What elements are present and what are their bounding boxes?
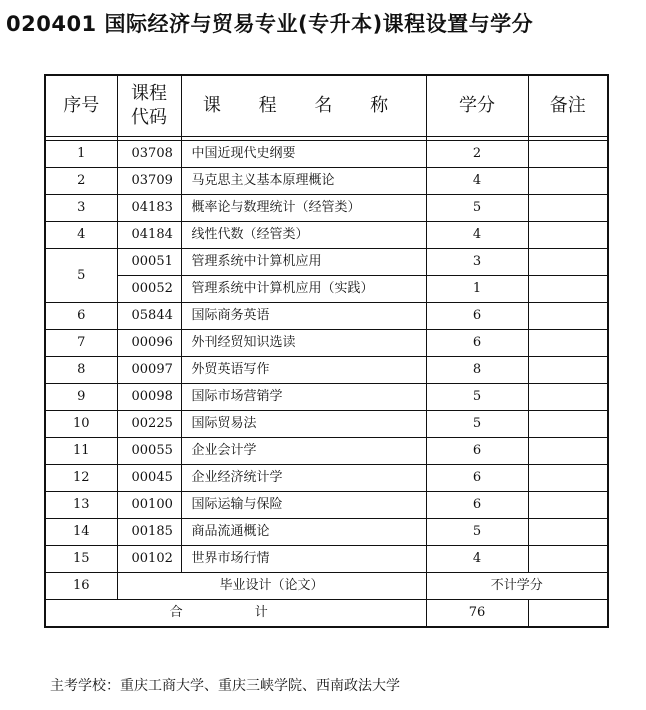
row-course-name: 国际市场营销学 — [181, 384, 426, 411]
row-index: 13 — [45, 492, 117, 519]
row-remarks — [528, 411, 608, 438]
row-index: 7 — [45, 330, 117, 357]
row-remarks — [528, 330, 608, 357]
row-code: 00225 — [117, 411, 181, 438]
exam-schools-note: 主考学校：重庆工商大学、重庆三峡学院、西南政法大学 — [50, 678, 400, 694]
row-code: 04184 — [117, 222, 181, 249]
header-remarks: 备注 — [528, 75, 608, 137]
total-credits: 76 — [426, 600, 528, 628]
row-code: 00100 — [117, 492, 181, 519]
row-index: 6 — [45, 303, 117, 330]
row-credits: 5 — [426, 195, 528, 222]
table-row — [45, 222, 608, 249]
row-code: 03709 — [117, 168, 181, 195]
row-code: 00051 — [117, 249, 181, 276]
row-credits: 6 — [426, 330, 528, 357]
header-code — [117, 75, 181, 137]
table-row — [45, 141, 608, 168]
header-credits: 学分 — [426, 75, 528, 137]
row-remarks — [528, 141, 608, 168]
table-row — [45, 168, 608, 195]
row-code: 00096 — [117, 330, 181, 357]
row-code: 03708 — [117, 141, 181, 168]
row-remarks — [528, 465, 608, 492]
row-credits: 4 — [426, 168, 528, 195]
row-course-name: 企业会计学 — [181, 438, 426, 465]
row-credits: 6 — [426, 465, 528, 492]
row-remarks — [528, 249, 608, 276]
row-course-name: 商品流通概论 — [181, 519, 426, 546]
table-row — [45, 465, 608, 492]
row-course-name: 中国近现代史纲要 — [181, 141, 426, 168]
row-credits: 5 — [426, 384, 528, 411]
row-index: 5 — [45, 249, 117, 303]
row-course-name: 企业经济统计学 — [181, 465, 426, 492]
row-remarks — [528, 276, 608, 303]
row-index: 11 — [45, 438, 117, 465]
table-row — [45, 330, 608, 357]
table-row — [45, 249, 608, 276]
row-index: 8 — [45, 357, 117, 384]
row-index: 4 — [45, 222, 117, 249]
table-header-row — [45, 75, 608, 137]
table-row — [45, 195, 608, 222]
row-course-name: 国际贸易法 — [181, 411, 426, 438]
page-title: 020401 国际经济与贸易专业(专升本)课程设置与学分 — [6, 12, 534, 36]
row-credits: 1 — [426, 276, 528, 303]
row-credits: 6 — [426, 303, 528, 330]
header-index: 序号 — [45, 75, 117, 137]
row-index: 1 — [45, 141, 117, 168]
row-remarks — [528, 168, 608, 195]
table-row-thesis — [45, 573, 608, 600]
row-remarks — [528, 195, 608, 222]
row-code: 00097 — [117, 357, 181, 384]
row-remarks — [528, 519, 608, 546]
row-remarks — [528, 546, 608, 573]
row-course-name: 马克思主义基本原理概论 — [181, 168, 426, 195]
table-row — [45, 357, 608, 384]
row-remarks — [528, 303, 608, 330]
header-code-line2: 代码 — [131, 107, 167, 128]
row-credits: 5 — [426, 411, 528, 438]
course-table — [44, 74, 609, 628]
row-remarks — [528, 492, 608, 519]
row-credits: 8 — [426, 357, 528, 384]
row-code: 00052 — [117, 276, 181, 303]
row-credits: 2 — [426, 141, 528, 168]
row-index: 2 — [45, 168, 117, 195]
row-code: 00102 — [117, 546, 181, 573]
table-row — [45, 519, 608, 546]
row-code: 04183 — [117, 195, 181, 222]
row-index: 15 — [45, 546, 117, 573]
table-row — [45, 384, 608, 411]
row-course-name: 概率论与数理统计（经管类） — [181, 195, 426, 222]
row-remarks — [528, 384, 608, 411]
row-remarks — [528, 438, 608, 465]
row-course-name: 管理系统中计算机应用（实践） — [181, 276, 426, 303]
row-remarks — [528, 357, 608, 384]
row-credits: 6 — [426, 492, 528, 519]
table-row — [45, 276, 608, 303]
row-credits: 4 — [426, 222, 528, 249]
table-row — [45, 303, 608, 330]
total-label: 合 计 — [45, 600, 426, 628]
total-remarks — [528, 600, 608, 628]
thesis-name: 毕业设计（论文） — [117, 573, 426, 600]
row-index: 14 — [45, 519, 117, 546]
row-credits: 4 — [426, 546, 528, 573]
thesis-credits: 不计学分 — [426, 573, 608, 600]
table-row-total — [45, 600, 608, 628]
row-code: 00045 — [117, 465, 181, 492]
row-course-name: 世界市场行情 — [181, 546, 426, 573]
row-index: 12 — [45, 465, 117, 492]
row-course-name: 外贸英语写作 — [181, 357, 426, 384]
row-course-name: 外刊经贸知识选读 — [181, 330, 426, 357]
row-credits: 3 — [426, 249, 528, 276]
table-row — [45, 492, 608, 519]
table-row — [45, 546, 608, 573]
table-row — [45, 438, 608, 465]
row-course-name: 线性代数（经管类） — [181, 222, 426, 249]
table-row — [45, 411, 608, 438]
row-code: 00098 — [117, 384, 181, 411]
row-index: 3 — [45, 195, 117, 222]
row-course-name: 管理系统中计算机应用 — [181, 249, 426, 276]
row-code: 00055 — [117, 438, 181, 465]
row-course-name: 国际商务英语 — [181, 303, 426, 330]
row-code: 05844 — [117, 303, 181, 330]
row-code: 00185 — [117, 519, 181, 546]
thesis-index: 16 — [45, 573, 117, 600]
row-remarks — [528, 222, 608, 249]
row-index: 10 — [45, 411, 117, 438]
row-credits: 5 — [426, 519, 528, 546]
row-credits: 6 — [426, 438, 528, 465]
header-code-line1: 课程 — [131, 83, 167, 104]
header-name: 课 程 名 称 — [181, 75, 426, 137]
row-course-name: 国际运输与保险 — [181, 492, 426, 519]
row-index: 9 — [45, 384, 117, 411]
table-body — [45, 137, 608, 628]
